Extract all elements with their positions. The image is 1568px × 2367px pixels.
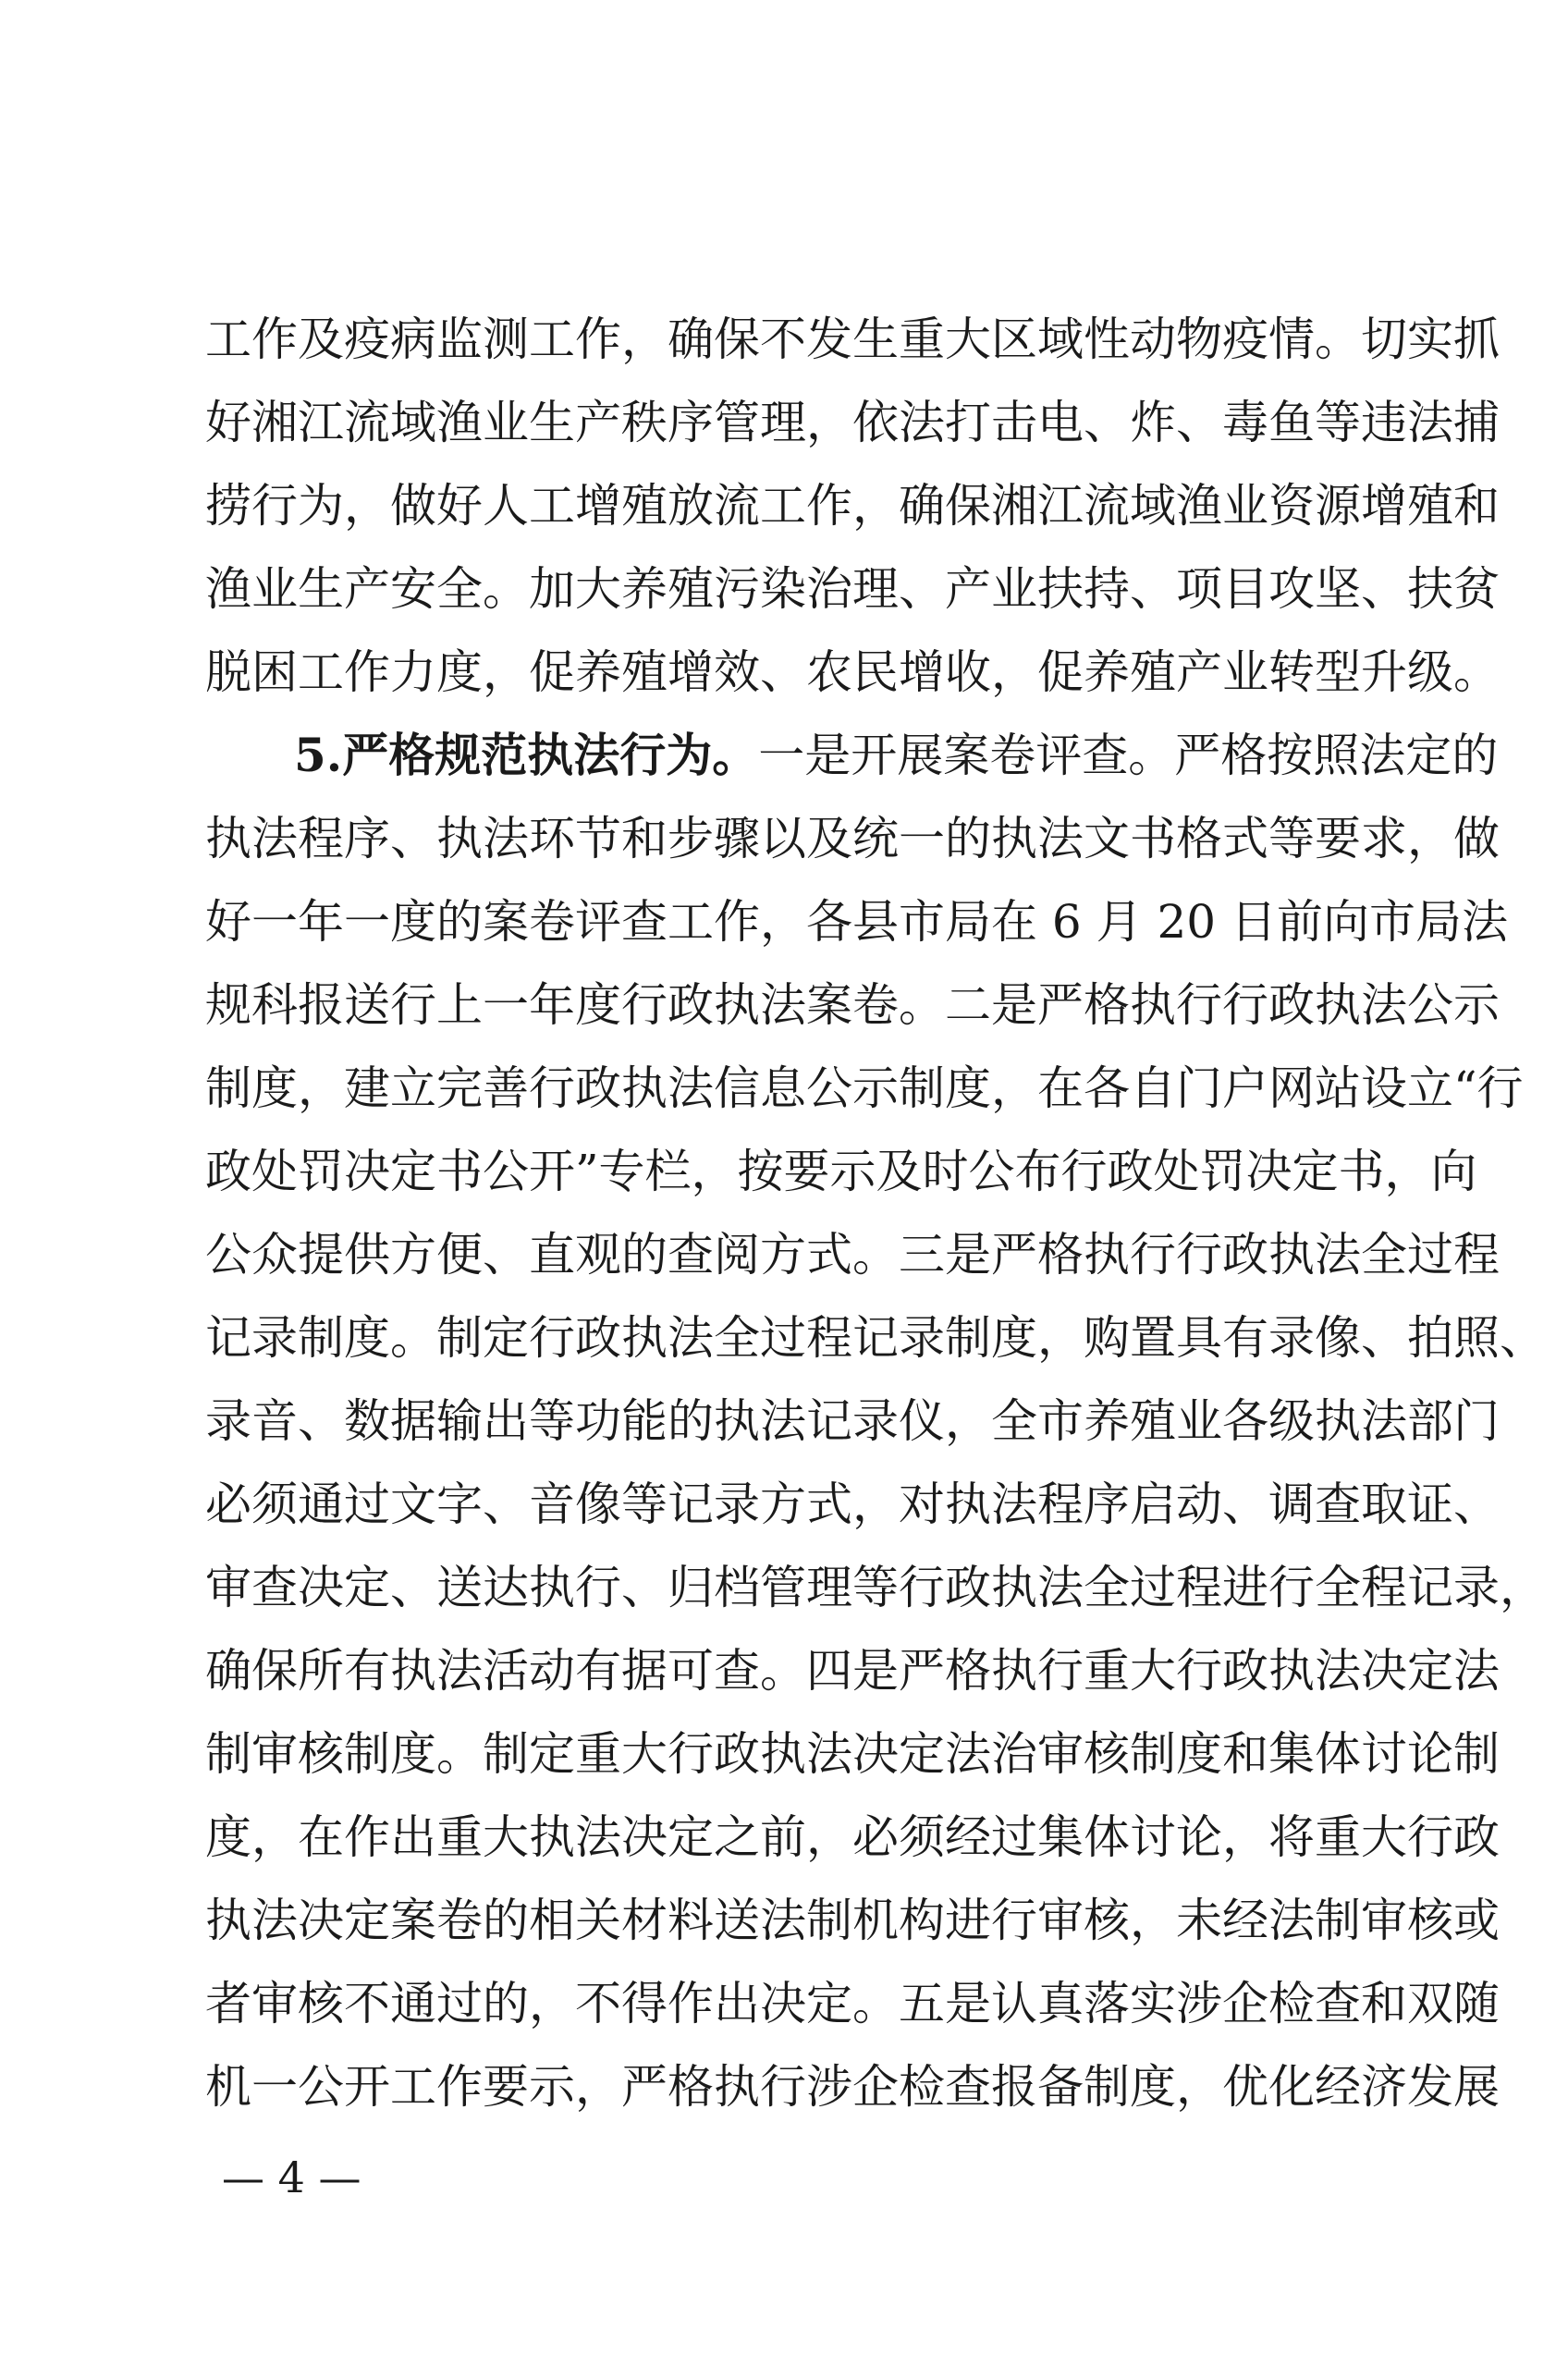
text-line: 好湘江流域渔业生产秩序管理，依法打击电、炸、毒鱼等违法捕	[205, 396, 1500, 449]
text-line: 公众提供方便、直观的查阅方式。三是严格执行行政执法全过程	[205, 1228, 1500, 1282]
body-text	[205, 298, 1546, 2128]
text-line: 审查决定、送达执行、归档管理等行政执法全过程进行全程记录，	[205, 1561, 1546, 1614]
text-line: 脱困工作力度，促养殖增效、农民增收，促养殖产业转型升级。	[205, 645, 1500, 699]
text-line: 制审核制度。制定重大行政执法决定法治审核制度和集体讨论制	[205, 1727, 1500, 1781]
paragraph-2	[205, 714, 1546, 2128]
text-line: 者审核不通过的，不得作出决定。五是认真落实涉企检查和双随	[205, 1977, 1500, 2030]
text-line: 必须通过文字、音像等记录方式，对执法程序启动、调查取证、	[205, 1478, 1500, 1531]
text-line-first	[205, 714, 1499, 797]
text-line: 录音、数据输出等功能的执法记录仪，全市养殖业各级执法部门	[205, 1394, 1500, 1448]
text-line: 工作及疫病监测工作，确保不发生重大区域性动物疫情。切实抓	[205, 313, 1500, 366]
text-line: 政处罚决定书公开”专栏，按要示及时公布行政处罚决定书，向	[205, 1145, 1477, 1198]
text-line: 执法决定案卷的相关材料送法制机构进行审核，未经法制审核或	[205, 1894, 1500, 1947]
text-line: 制度，建立完善行政执法信息公示制度，在各自门户网站设立“行	[205, 1061, 1524, 1115]
text-line: 好一年一度的案卷评查工作，各县市局在 6 月 20 日前向市局法	[205, 895, 1509, 949]
text-line: 渔业生产安全。加大养殖污染治理、产业扶持、项目攻坚、扶贫	[205, 562, 1500, 616]
section-heading: 5.严格规范执法行为。	[294, 728, 759, 782]
page-number: — 4 —	[222, 2152, 361, 2202]
text-run: 一是开展案卷评查。严格按照法定的	[758, 729, 1499, 782]
text-line: 记录制度。制定行政执法全过程记录制度，购置具有录像、拍照、	[205, 1311, 1546, 1365]
text-line: 机一公开工作要示，严格执行涉企检查报备制度，优化经济发展	[205, 2060, 1500, 2114]
text-line: 捞行为，做好人工增殖放流工作，确保湘江流域渔业资源增殖和	[205, 479, 1500, 533]
text-line: 执法程序、执法环节和步骤以及统一的执法文书格式等要求，做	[205, 812, 1500, 865]
text-line: 确保所有执法活动有据可查。四是严格执行重大行政执法决定法	[205, 1644, 1500, 1698]
text-line: 规科报送行上一年度行政执法案卷。二是严格执行行政执法公示	[205, 978, 1500, 1032]
paragraph-1	[205, 298, 1500, 714]
text-line: 度，在作出重大执法决定之前，必须经过集体讨论，将重大行政	[205, 1810, 1500, 1864]
